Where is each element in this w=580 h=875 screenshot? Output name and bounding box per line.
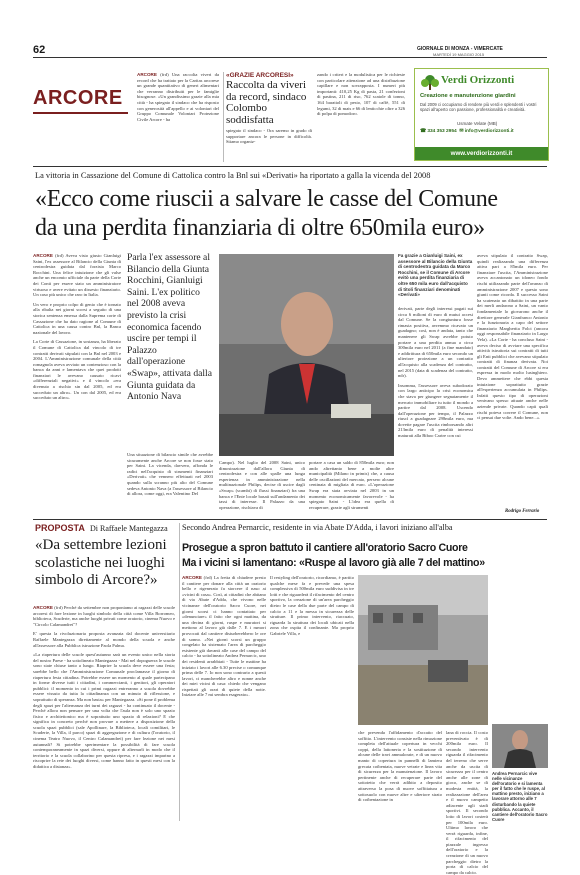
article1-col1: ARCORE (frd) Aveva visto giusto Gianluigi Saini, l'ex assessore al Bilancio della Giunta di centrodestra guidata dal forzista Marco Rocchini. Una felice intuizione che gli valse anche un encomio ufficiale da parte della Corte dei Conti per essere stato un amministratore virtuoso e avere evitato un dissesto finanziario. Un caso più unico che raro in Italia. Un vero e proprio colpo di genio che è tornato alla ribalta nei giorni scorsi a seguito di una storica sentenza emessa dalla Suprema corte di Cassazione che ha dato ragione al Comune di Cattolica in una causa contro Bnl, la Banca nazionale del lavoro. La Corte di Cassazione, in sostanza, ha liberato il Comune di Cattolica dal vincolo di tre contratti derivati stipulati con la Bnl nel 2003 e 2004. L'Amministrazione comunale della città romagnola aveva avviato un contenzioso con la banca da anni e lamentava che quei prodotti finanziari le avevano causato ricavi «differenziali negativi» e il vincolo «era divenuto a rischio sin dal 2005, ed era succeduto un altro». Un con dal 2005, ed era succeduto un altro».: [33, 253, 121, 401]
phone-icon: ☎: [420, 129, 426, 134]
ad-phone: 334 353 2954: [427, 129, 457, 134]
article3-col4: lana di roccia. Il costo preventivato è di 200mila euro. Il secondo intervento riguarda il rifacimento del terreno che serve anche da uscita di sicurezza per il centro anche alle zone di gioco, anche se di modesta entità, la realizzazione dell'area e il nuovo campetto adiacente agli stadi sportivi. Il secondo lotto di lavori costerà per 100mila euro. Ultimo lavoro che verrà riguarda, infine, il rifacimento del piazzale ingresso dell'oratorio e la creazione di un nuovo parcheggio dietro la porta di calcio del campo da calcio.: [446, 730, 488, 875]
article1-col3: Campo). Nel luglio del 2008 Saini, unico dimostrazione dall'allora Giunta di centrodestra e con alle spalle una lunga esperienza in amministrazione nella multinazionale Philips, decise di uscire dagli «Swap» (scambi) di flussi finanziari) fra una banca e l'Ente locale basati sull'andamento dei tassi di interesse. Il Palazzo da una operazione, rischiava di: [219, 460, 305, 510]
article3-photo-caption: Andrea Pernarcic vive nelle vicinanze dell'oratorio e si lamenta per il fatto che le ruspe, al mattino presto, iniziano a lavorare attorno alle 7 disturbando la quiete pubblica. Accanto, il cantiere dell'oratorio Sacro Cuore: [492, 771, 548, 822]
email-icon: ✉: [459, 129, 464, 134]
brief-viveri-text: ARCORE (frd) Una raccolta viveri da record che ha trattato per la Caritas arcorese un grande quantitativo di generi alimentari che verranno distribuiti per le famiglie bisognose. «Un grandissimo grazie alla mia città - ha spiegato il sindaco che ha risposto con generosità all'appello e ai volontari del Gruppo Comunale Volontari Protezione Civile Arcore - ha: [137, 72, 220, 122]
cantiere-photo: [358, 575, 488, 725]
brief-text-left: spiegato il sindaco - Ora saremo in grado di supportare ancora le persone in difficoltà. Stiamo organiz-: [226, 128, 312, 145]
ad-email: info@verdiorizzonti.it: [464, 129, 514, 134]
brief-text-right: zando i criteri e la modulistica per le richieste con particolare attenzione ad una distribuzione capillare e non sovrapposta. I numeri più importanti: 410,25 Kg di pasta, 21 confezioni di pastina, 211 di riso, 762 scatole di tonno, 164 barattoli di pesto, 107 di caffè, 551 di legumi, 32 di mais e 66 di lenticchie oltre a 326 di polpa di pomodoro.: [317, 72, 405, 117]
section-title: ARCORE: [33, 87, 123, 109]
article2-body: ARCORE (frd) Perché da settembre non proponiamo ai ragazzi delle scuole arcoresi di fare lezione in luoghi simbolo della città come Villa Borromeo, biblioteca, Scuderie, ma anche luoghi privati come oratorio, cinema Nuovo e "Circolo Calamandrei"? E' questa la rivoluzionaria proposta avanzata dal docente universitario Raffaele Mantegazza direttamente al mondo della scuola e anche all'assessore alla Pubblica istruzione Paola Palma. «La riapertura delle scuole quest'autunno sarà un evento unico nella storia del nostro Paese - ha sottolineato Mantegazza - Mai nel dopoguerra le scuole sono state chiuse tanto a lungo. Riaprire la scuola deve essere una festa; sarebbe bello che l'Amministrazione Comunale proclamasse il giorno di riapertura festa cittadina. Potrebbe essere un momento al quale partecipano in forme diverse tutti i cittadini, i commercianti, i genitori, gli operatori pubblici: il momento in cui i primi ragazzi entreranno a scuola dovrebbe essere vissuto da tutta la cittadinanza con un minuto di riflessione, e soprattutto di speranza. Ma non basta» per Mantegazza. «Si pone il problema degli spazi per l'alternanza dei turni dei ragazzi - ha continuato il docente - Perché allora non pensare per una volta che l'aula non è solo uno spazio fisico e architettonico ma è soprattutto uno spazio di relazioni? E che significa in concreto perché non provare a mettere a disposizione della scuola spazi pubblici (sale Apollinare, la Biblioteca, locali comilitari, le Scuderie, la Villa, il parco) spazi di aggregazione e di cultura (l'oratorio, il cinema Teatro Nuovo, il Centro Calamandrei) per fare lezione nei mesi autunnali? Si potrebbe sperimentare la possibilità di fare scuola contemporaneamente in spazi diversi, oppure di alternarli in modo che il territorio e la scuola collaborino per questa ripresa, e i ragazzi imparino a riscoprire la rete dei luoghi diversi, come hanno fatto in questi mesi con la didattica a distanza».: [33, 605, 175, 770]
article1-col5: derivati, parte degli interessi pagati sui circa 6 milioni di euro di mutui accesi dal Comune. Se la congiuntura fosse rimasta positiva, avremmo ricavato un guadagno; così, non è andata, tanto che mantenere gli Swap avrebbe potuto portare a una perdita annua a circa 300mila euro nel 2011 (a fine mandato) e addirittura di 650mila euro secondo un ulteriore proiezione a un contratto all'acquisto alla scadenza del contratto, nel 2015 (data di scadenza del contratto, ndr). Insomma, l'assessore aveva subodorato con largo anticipo la crisi economica che stava per giungere segnatamente il mercato immobiliare tu tutto il mondo a partire dal 2008. Uscendo dall'operazione per tempo, il Palazzo riuscì a guadagnare 298mila euro, ma dovette pagare l'uscita rimborsando altri 213mila euro di penalità interessi maturati alla Biboo Carire con cui: [398, 306, 473, 439]
brief-title: Raccolta da viveri da record, sindaco Colombo soddisfatta: [226, 79, 307, 126]
ad-logo-icon: [420, 74, 440, 90]
article1-subhead: La vittoria in Cassazione del Comune di Cattolica contro la Bnl sui «Derivati» ha riportato a galla la vicenda del 2008: [35, 171, 431, 180]
article3-col2: Il restyling dell'oratorio, ricordiamo, è partito qualche mese fa e prevede una spesa complessiva di 500mila euro suddivisa in tre lotti e che riguarderà il rifacimento del centro sportivo, la creazione di un'area parcheggio dietro le case della due parte del campo di calcio a 11 e la messa in sicurezza delle strutture. Il primo intervento, riaccuato, riguarda la struttura dei locali ubicati nella zona che ospita il confinante. Ma proprio Gabriele Villa, e: [270, 575, 354, 636]
article2-headline: «Da settembre lezioni scolastiche nei luoghi simbolo di Arcore?»: [35, 537, 167, 588]
article1-col6: aveva stipulato il contratto Swap, quindi realizzando una differenza attiva pari a 85mila euro. Per finanziare l'uscita, l'Amministrazione aveva accantonato un idoneo fondo rischi utilizzando parte dell'avanzo di amministrazione 2007 e questo sono giunti come ricorda. Il successo Saini ha scatenato un dibattito in una parte dei merli andarono a Saini, un vanto fondamentale lo giovarono anche il direttore generale Gianfranco Antonio e la funzionaria a capo del settore finanziario Margherita Folci (ancora oggi responsabile finanziario in Largo Vela). «La Corte - ha concluso Saini - aveva deciso di avviare una specifica attività istruttoria sui contratti di tutti gli Enti pubblici che avevano stipulato contratti di finanza derivata. Noi contratti del Comune di Arcore si era espressa in modo molto lusinghiero. Devo ammettere che ebbi questa intuizione soprattutto grazie all'esperienza accumulata in Philips. Infatti questo tipo di operazioni venivano spesso attuate anche nelle aziende private. Quando capii quali rischi poteva correre il Comune, non ci pensai due volte. Ando bene...».: [477, 253, 548, 421]
brief-kicker: «GRAZIE ARCORESI»: [226, 72, 294, 79]
article3-subhead: Secondo Andrea Pernarcic, residente in via Abate D'Adda, i lavori iniziano all'alba: [182, 523, 453, 532]
article3-headline: Prosegue a spron battuto il cantiere all'oratorio Sacro Cuore Ma i vicini si lamentano: «Ruspe al lavoro già alle 7 del mattino»: [182, 542, 485, 569]
pernarcic-photo: [492, 724, 548, 768]
ad-tagline: Creazione e manutenzione giardini: [420, 93, 516, 99]
header-rule: [33, 57, 547, 58]
ad-website-bar[interactable]: [415, 147, 548, 160]
article1-col4: portare a casa un saldo di 850mila euro; non ando altrettanto bene a molte altre municipalità (Milano in primis) che, a causa delle oscillazioni del mercato, persero alcune centinaia di migliaia di euro. «L'operazione Swap era stata avviata nel 2003 in un momento economicamente favorevole - ha spiegato Saini - L'idea era quella di recuperare, grazie agli strumenti: [309, 460, 394, 510]
page-number: 62: [33, 44, 46, 56]
article3-col3: che prevenda l'affidamento d'accatto del soffitto. L'intervento consiste nella rimozione completa dell'attuale copertura in vecchi coppi, della lattoneria e la sostituzione di alcune delle travi ammalorate, e di un nuovo manto di copertura in pannelli di lamiera grecata coibentata, nuove vetrate e linea vita di sicurezza per la manutenzione. Il lavoro pertinente anche di recuperare parte del sottotetto che verrà adibito a deposito attraverso la posa di nuove soffittatura a sottosuolo con nuove altre e ulteriore strato di coibentazione in: [358, 730, 442, 803]
article1-photo-caption: Fa grazie a Gianluigi Saini, ex assessore al Bilancio della Giunta di centrodestra guidata da Marco Rocchini, se il Comune di Arcore evitò una perdita finanziaria di oltre 650 mila euro dall'acquisto di titoli finanziari denominati «Derivati»: [398, 253, 473, 298]
article2-byline: Di Raffaele Mantegazza: [90, 524, 168, 533]
section-underline: [33, 112, 128, 114]
article1-pull-quote: Parla l'ex assessore al Bilancio della Giunta Rocchini, Gianluigi Saini. L'ex politico nel 2008 aveva previsto la crisi economica facendo uscire per tempi il Palazzo dall'operazione «Swap», attivata dalla Giunta guidata da Antonio Nava: [127, 252, 212, 403]
article3-col1: ARCORE (frd) La fretta di chiudere presto il cantiere per donare alla città un oratorio bello e rigenerato fa storcere il naso ai «vicini di casa». Così, ai cittadini che abitano di via Abate d'Adda, che vivono nelle vicinanze dell'oratorio Sacro Cuore, nei giorni scorsi ci hanno contattato per «denunciare» il fatto che ogni mattina, da una decina di giorni, ruspe e muratori si mettono al lavoro già dalle 7. E i rumori provocati dal cantiere disturberebbero le ore di sonno. «Nei giorni scorsi un gruppo congelato ha sistemato l'area di parcheggio esistente già davanti alle case del campo del calcio - ha sottolineato Andrea Pernarcic, uno dei residenti arrabbiati - Tutte le mattine ha iniziato i lavori alle 6.30 precise o comunque prima delle 7. Io non sono contrario a questi lavori, ci mancherebbe altro e nonne anche dei miei vicini di casa: chiedo che vengano rispettati gli orari di quiete della notte. Iniziare alle 7 mi sembra esagerato».: [182, 575, 266, 698]
ad-website[interactable]: www.verdiorizzonti.it: [450, 150, 513, 157]
saini-photo: [219, 254, 394, 456]
ad-location: Usmate Velate (MB): [457, 121, 498, 126]
ad-brand: Verdi Orizzonti: [441, 74, 515, 86]
article1-col2: Una situazione di bilancio simile che avrebbe sicuramente anche Arcore se non fosse stato per Saini. La vicenda, davvero, affonda le radici nell'acquisto di strumenti finanziari «Derivati» che vennero effettuati nel 2003 quando sulla scranno più alto del Comune sedeva Antonio Nava (a l'assessore al Bilancio di allora, come oggi, era Valentino Del: [127, 452, 213, 497]
ad-contacts: [420, 129, 545, 134]
ad-box: [414, 68, 549, 161]
issue-date: MARTEDÌ 19 MAGGIO 2015: [433, 52, 485, 57]
article1-byline: Rodrigo Ferrario: [505, 509, 540, 514]
ad-body: Dal 2009 ci occupiamo di rendere più verdi e splendenti i vostri spazi all'aperto con passione, professionalità e creatività.: [420, 102, 537, 112]
article2-kicker-line: [35, 523, 168, 533]
newspaper-name: GIORNALE DI MONZA - VIMERCATE: [417, 46, 503, 52]
article2-kicker: PROPOSTA: [35, 523, 85, 533]
article1-headline: «Ecco come riuscii a salvare le casse del Comune da una perdita finanziaria di oltre 650mila euro»: [35, 186, 498, 241]
